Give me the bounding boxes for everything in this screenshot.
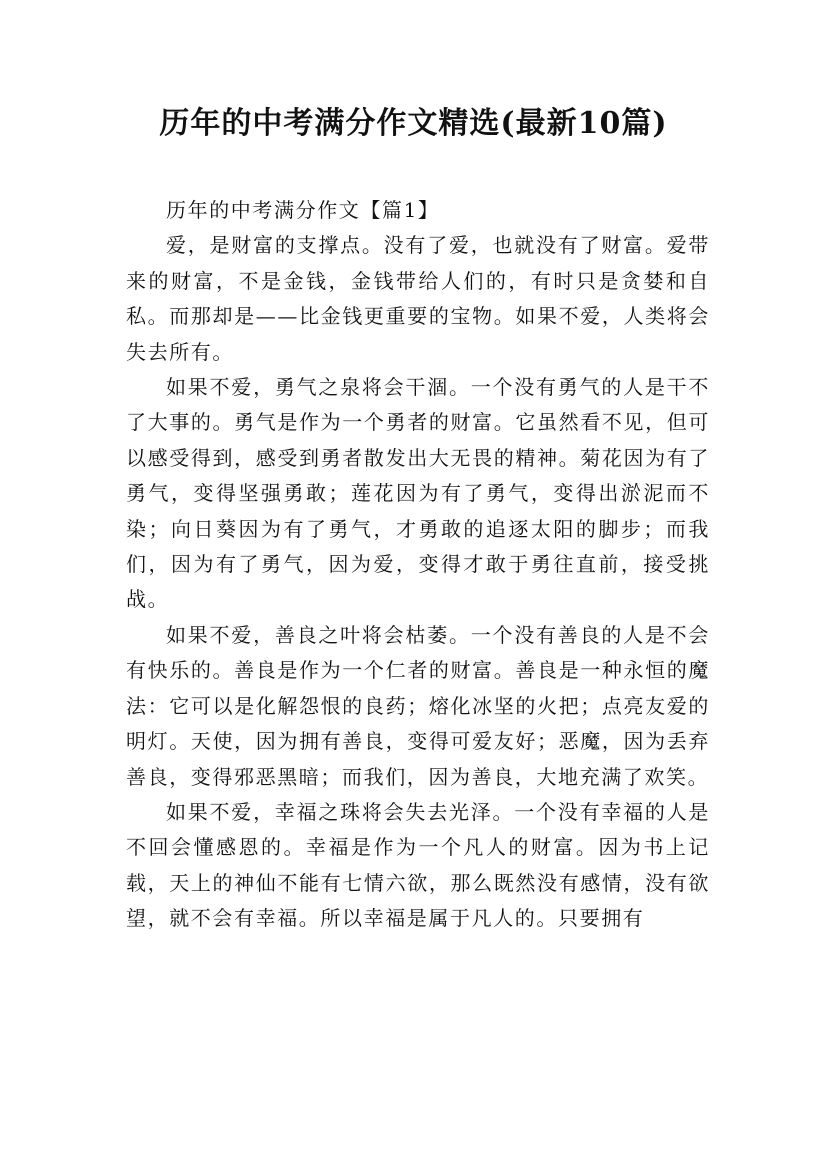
paragraph-courage: 如果不爱，勇气之泉将会干涸。一个没有勇气的人是干不了大事的。勇气是作为一个勇者的财富。它虽然看不见，但可以感受得到，感受到勇者散发出大无畏的精神。菊花因为有了勇气，变得坚强勇敢；莲花因为有了勇气，变得出淤泥而不染；向日葵因为有了勇气，才勇敢的追逐太阳的脚步；而我们，因为有了勇气，因为爱，变得才敢于勇往直前，接受挑战。 bbox=[126, 375, 710, 612]
paragraph-love-wealth: 爱，是财富的支撑点。没有了爱，也就没有了财富。爱带来的财富，不是金钱，金钱带给人们的，有时只是贪婪和自私。而那却是——比金钱更重要的宝物。如果不爱，人类将会失去所有。 bbox=[126, 233, 710, 364]
paragraph-happiness: 如果不爱，幸福之珠将会失去光泽。一个没有幸福的人是不回会懂感恩的。幸福是作为一个凡人的财富。因为书上记载，天上的神仙不能有七情六欲，那么既然没有感情，没有欲望，就不会有幸福。所以幸福是属于凡人的。只要拥有 bbox=[126, 799, 710, 931]
paragraph-kindness: 如果不爱，善良之叶将会枯萎。一个没有善良的人是不会有快乐的。善良是作为一个仁者的财富。善良是一种永恒的魔法：它可以是化解怨恨的良药；熔化冰坚的火把；点亮友爱的明灯。天使，因为拥有善良，变得可爱友好；恶魔，因为丢弃善良，变得邪恶黑暗；而我们，因为善良，大地充满了欢笑。 bbox=[126, 622, 710, 789]
document-body bbox=[126, 193, 710, 937]
document-title: 历年的中考满分作文精选(最新10篇) bbox=[159, 106, 668, 141]
section-heading: 历年的中考满分作文【篇1】 bbox=[166, 198, 440, 222]
